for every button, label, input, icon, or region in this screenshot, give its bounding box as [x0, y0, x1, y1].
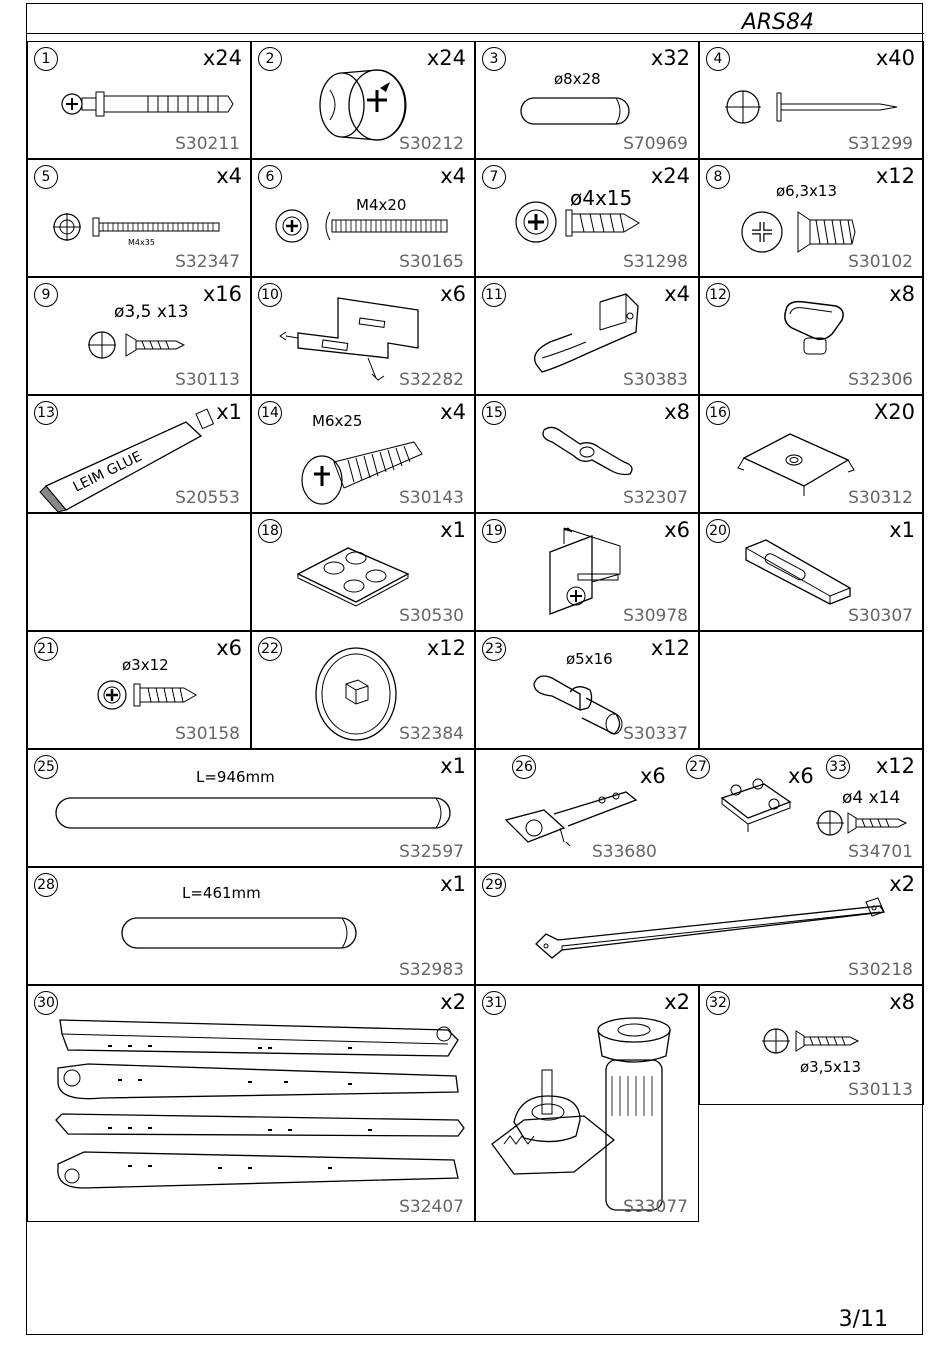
part-quantity: x12	[426, 636, 466, 660]
part-number: 25	[34, 755, 58, 779]
part-number: 12	[706, 283, 730, 307]
rod-illustration	[54, 796, 454, 832]
part-dimension: ø3x12	[122, 656, 169, 674]
part-number: 19	[482, 519, 506, 543]
part-number: 14	[258, 401, 282, 425]
part-code: S32282	[399, 370, 464, 390]
part-cell-10	[251, 277, 475, 395]
part-number: 6	[258, 165, 282, 189]
empty-cell	[27, 513, 251, 631]
part-code: S20553	[175, 488, 240, 508]
part-cell-14	[251, 395, 475, 513]
part-code: S33680	[592, 842, 657, 862]
part-quantity: x40	[875, 46, 915, 70]
part-number: 22	[258, 637, 282, 661]
part-code: S30158	[175, 724, 240, 744]
part-cell-4	[699, 41, 924, 159]
drawer-slides-illustration	[48, 1016, 468, 1196]
part-quantity: x4	[440, 400, 466, 424]
part-dimension: ø3,5x13	[800, 1058, 861, 1076]
part-cell-6	[251, 159, 475, 277]
part-dimension: L=946mm	[196, 768, 275, 786]
part-code: S32347	[175, 252, 240, 272]
part-dimension: ø4x15	[570, 186, 633, 210]
part-number: 11	[482, 283, 506, 307]
part-quantity: x4	[664, 282, 690, 306]
part-quantity: x24	[202, 46, 242, 70]
screw-illustration	[740, 208, 880, 258]
cover-cap-illustration	[312, 644, 402, 744]
part-code: S30307	[848, 606, 913, 626]
part-number: 29	[482, 873, 506, 897]
dowel-illustration	[516, 92, 636, 132]
part-dimension: M4x35	[128, 238, 155, 247]
part-quantity: x1	[440, 872, 466, 896]
part-code: S34701	[848, 842, 913, 862]
part-code: S30978	[623, 606, 688, 626]
part-code: S30530	[399, 606, 464, 626]
part-quantity: x6	[788, 764, 814, 788]
part-quantity: x8	[889, 282, 915, 306]
part-number: 16	[706, 401, 730, 425]
part-quantity: x16	[202, 282, 242, 306]
part-number: 7	[482, 165, 506, 189]
page-number: 3/11	[838, 1307, 888, 1332]
part-number: 28	[34, 873, 58, 897]
part-number: 8	[706, 165, 730, 189]
cam-bolt-illustration	[58, 82, 238, 122]
nail-illustration	[725, 87, 905, 127]
part-cell-28	[27, 867, 475, 985]
part-number: 27	[686, 755, 710, 779]
part-number: 13	[34, 401, 58, 425]
part-cell-29	[475, 867, 924, 985]
part-cell-31	[475, 985, 699, 1222]
part-number: 20	[706, 519, 730, 543]
plate-connector-illustration	[540, 422, 640, 482]
part-cell-2	[251, 41, 475, 159]
part-quantity: x2	[664, 990, 690, 1014]
part-code: S30113	[848, 1080, 913, 1100]
part-quantity: x1	[440, 518, 466, 542]
parts-sheet	[26, 3, 923, 1335]
part-cell-13	[27, 395, 251, 513]
screw-illustration	[514, 198, 644, 248]
empty-cell	[699, 631, 924, 749]
part-code: S30218	[848, 960, 913, 980]
part-cell-5	[27, 159, 251, 277]
part-number: 21	[34, 637, 58, 661]
part-dimension: M6x25	[312, 412, 363, 430]
part-code: S70969	[623, 134, 688, 154]
part-code: S30143	[399, 488, 464, 508]
part-cell-25	[27, 749, 475, 867]
part-number: 10	[258, 283, 282, 307]
part-quantity: x6	[640, 764, 666, 788]
title-bar	[27, 4, 924, 34]
part-cell-1	[27, 41, 251, 159]
part-number: 3	[482, 47, 506, 71]
rail-holder-illustration	[526, 292, 656, 382]
part-code: S32384	[399, 724, 464, 744]
part-quantity: x1	[216, 400, 242, 424]
part-number: 30	[34, 991, 58, 1015]
part-code: S32407	[399, 1197, 464, 1217]
part-cell-23	[475, 631, 699, 749]
screw-illustration	[88, 330, 208, 360]
knob-illustration	[780, 296, 860, 366]
part-number: 23	[482, 637, 506, 661]
part-quantity: x32	[650, 46, 690, 70]
rod-illustration	[120, 916, 360, 952]
part-cell-32	[699, 985, 924, 1105]
felt-pads-illustration	[294, 538, 424, 608]
part-quantity: x1	[889, 518, 915, 542]
part-code: S30312	[848, 488, 913, 508]
part-cell-15	[475, 395, 699, 513]
cam-lock-illustration	[302, 60, 412, 150]
part-quantity: x6	[440, 282, 466, 306]
part-number: 5	[34, 165, 58, 189]
part-code: S30113	[175, 370, 240, 390]
part-number: 26	[512, 755, 536, 779]
part-dimension: ø6,3x13	[776, 182, 837, 200]
part-dimension: ø4 x14	[842, 788, 901, 808]
part-code: S31299	[848, 134, 913, 154]
adjustable-foot-illustration	[484, 1016, 694, 1216]
model-title: ARS84	[741, 10, 814, 35]
part-quantity: x4	[440, 164, 466, 188]
part-quantity: x6	[216, 636, 242, 660]
screw-illustration	[762, 1026, 872, 1056]
part-quantity: x2	[440, 990, 466, 1014]
part-number: 32	[706, 991, 730, 1015]
part-code: S30211	[175, 134, 240, 154]
part-cell-30	[27, 985, 475, 1222]
handle-plate-illustration	[742, 538, 862, 608]
part-number: 31	[482, 991, 506, 1015]
part-cell-7	[475, 159, 699, 277]
part-dimension: L=461mm	[182, 884, 261, 902]
part-quantity: x12	[875, 754, 915, 778]
part-cell-9	[27, 277, 251, 395]
part-cell-3	[475, 41, 699, 159]
part-quantity: x1	[440, 754, 466, 778]
clip-plate-illustration	[730, 418, 860, 498]
part-quantity: x6	[664, 518, 690, 542]
part-cell-20	[699, 513, 924, 631]
part-quantity: X20	[873, 400, 915, 424]
part-number: 4	[706, 47, 730, 71]
part-number: 18	[258, 519, 282, 543]
part-code: S32306	[848, 370, 913, 390]
part-code: S30165	[399, 252, 464, 272]
part-cell-12	[699, 277, 924, 395]
part-cell-16	[699, 395, 924, 513]
part-code: S30383	[623, 370, 688, 390]
part-code: S33077	[623, 1197, 688, 1217]
part-code: S32983	[399, 960, 464, 980]
hinge-plate-illustration	[718, 776, 798, 836]
part-quantity: x4	[216, 164, 242, 188]
part-code: S32307	[623, 488, 688, 508]
part-number: 1	[34, 47, 58, 71]
part-code: S31298	[623, 252, 688, 272]
part-dimension: ø3,5 x13	[114, 302, 189, 322]
part-quantity: x2	[889, 872, 915, 896]
part-quantity: x8	[664, 400, 690, 424]
part-cell-19	[475, 513, 699, 631]
part-number: 33	[826, 755, 850, 779]
screw-illustration	[96, 678, 206, 712]
part-number: 15	[482, 401, 506, 425]
screw-illustration	[816, 808, 916, 838]
part-code: S30212	[399, 134, 464, 154]
part-cell-26-27-33	[475, 749, 924, 867]
part-quantity: x12	[650, 636, 690, 660]
part-dimension: M4x20	[356, 196, 407, 214]
part-cell-8	[699, 159, 924, 277]
part-quantity: x24	[650, 164, 690, 188]
part-number: 9	[34, 283, 58, 307]
glue-label: LEIM GLUE	[70, 448, 145, 496]
part-cell-22	[251, 631, 475, 749]
part-cell-11	[475, 277, 699, 395]
part-dimension: ø5x16	[566, 650, 613, 668]
bolt-illustration	[274, 208, 454, 244]
part-number: 2	[258, 47, 282, 71]
part-quantity: x24	[426, 46, 466, 70]
part-quantity: x8	[889, 990, 915, 1014]
part-code: S30337	[623, 724, 688, 744]
part-quantity: x12	[875, 164, 915, 188]
part-cell-18	[251, 513, 475, 631]
part-code: S30102	[848, 252, 913, 272]
part-dimension: ø8x28	[554, 70, 601, 88]
angle-rail-illustration	[532, 898, 892, 968]
part-cell-21	[27, 631, 251, 749]
part-code: S32597	[399, 842, 464, 862]
